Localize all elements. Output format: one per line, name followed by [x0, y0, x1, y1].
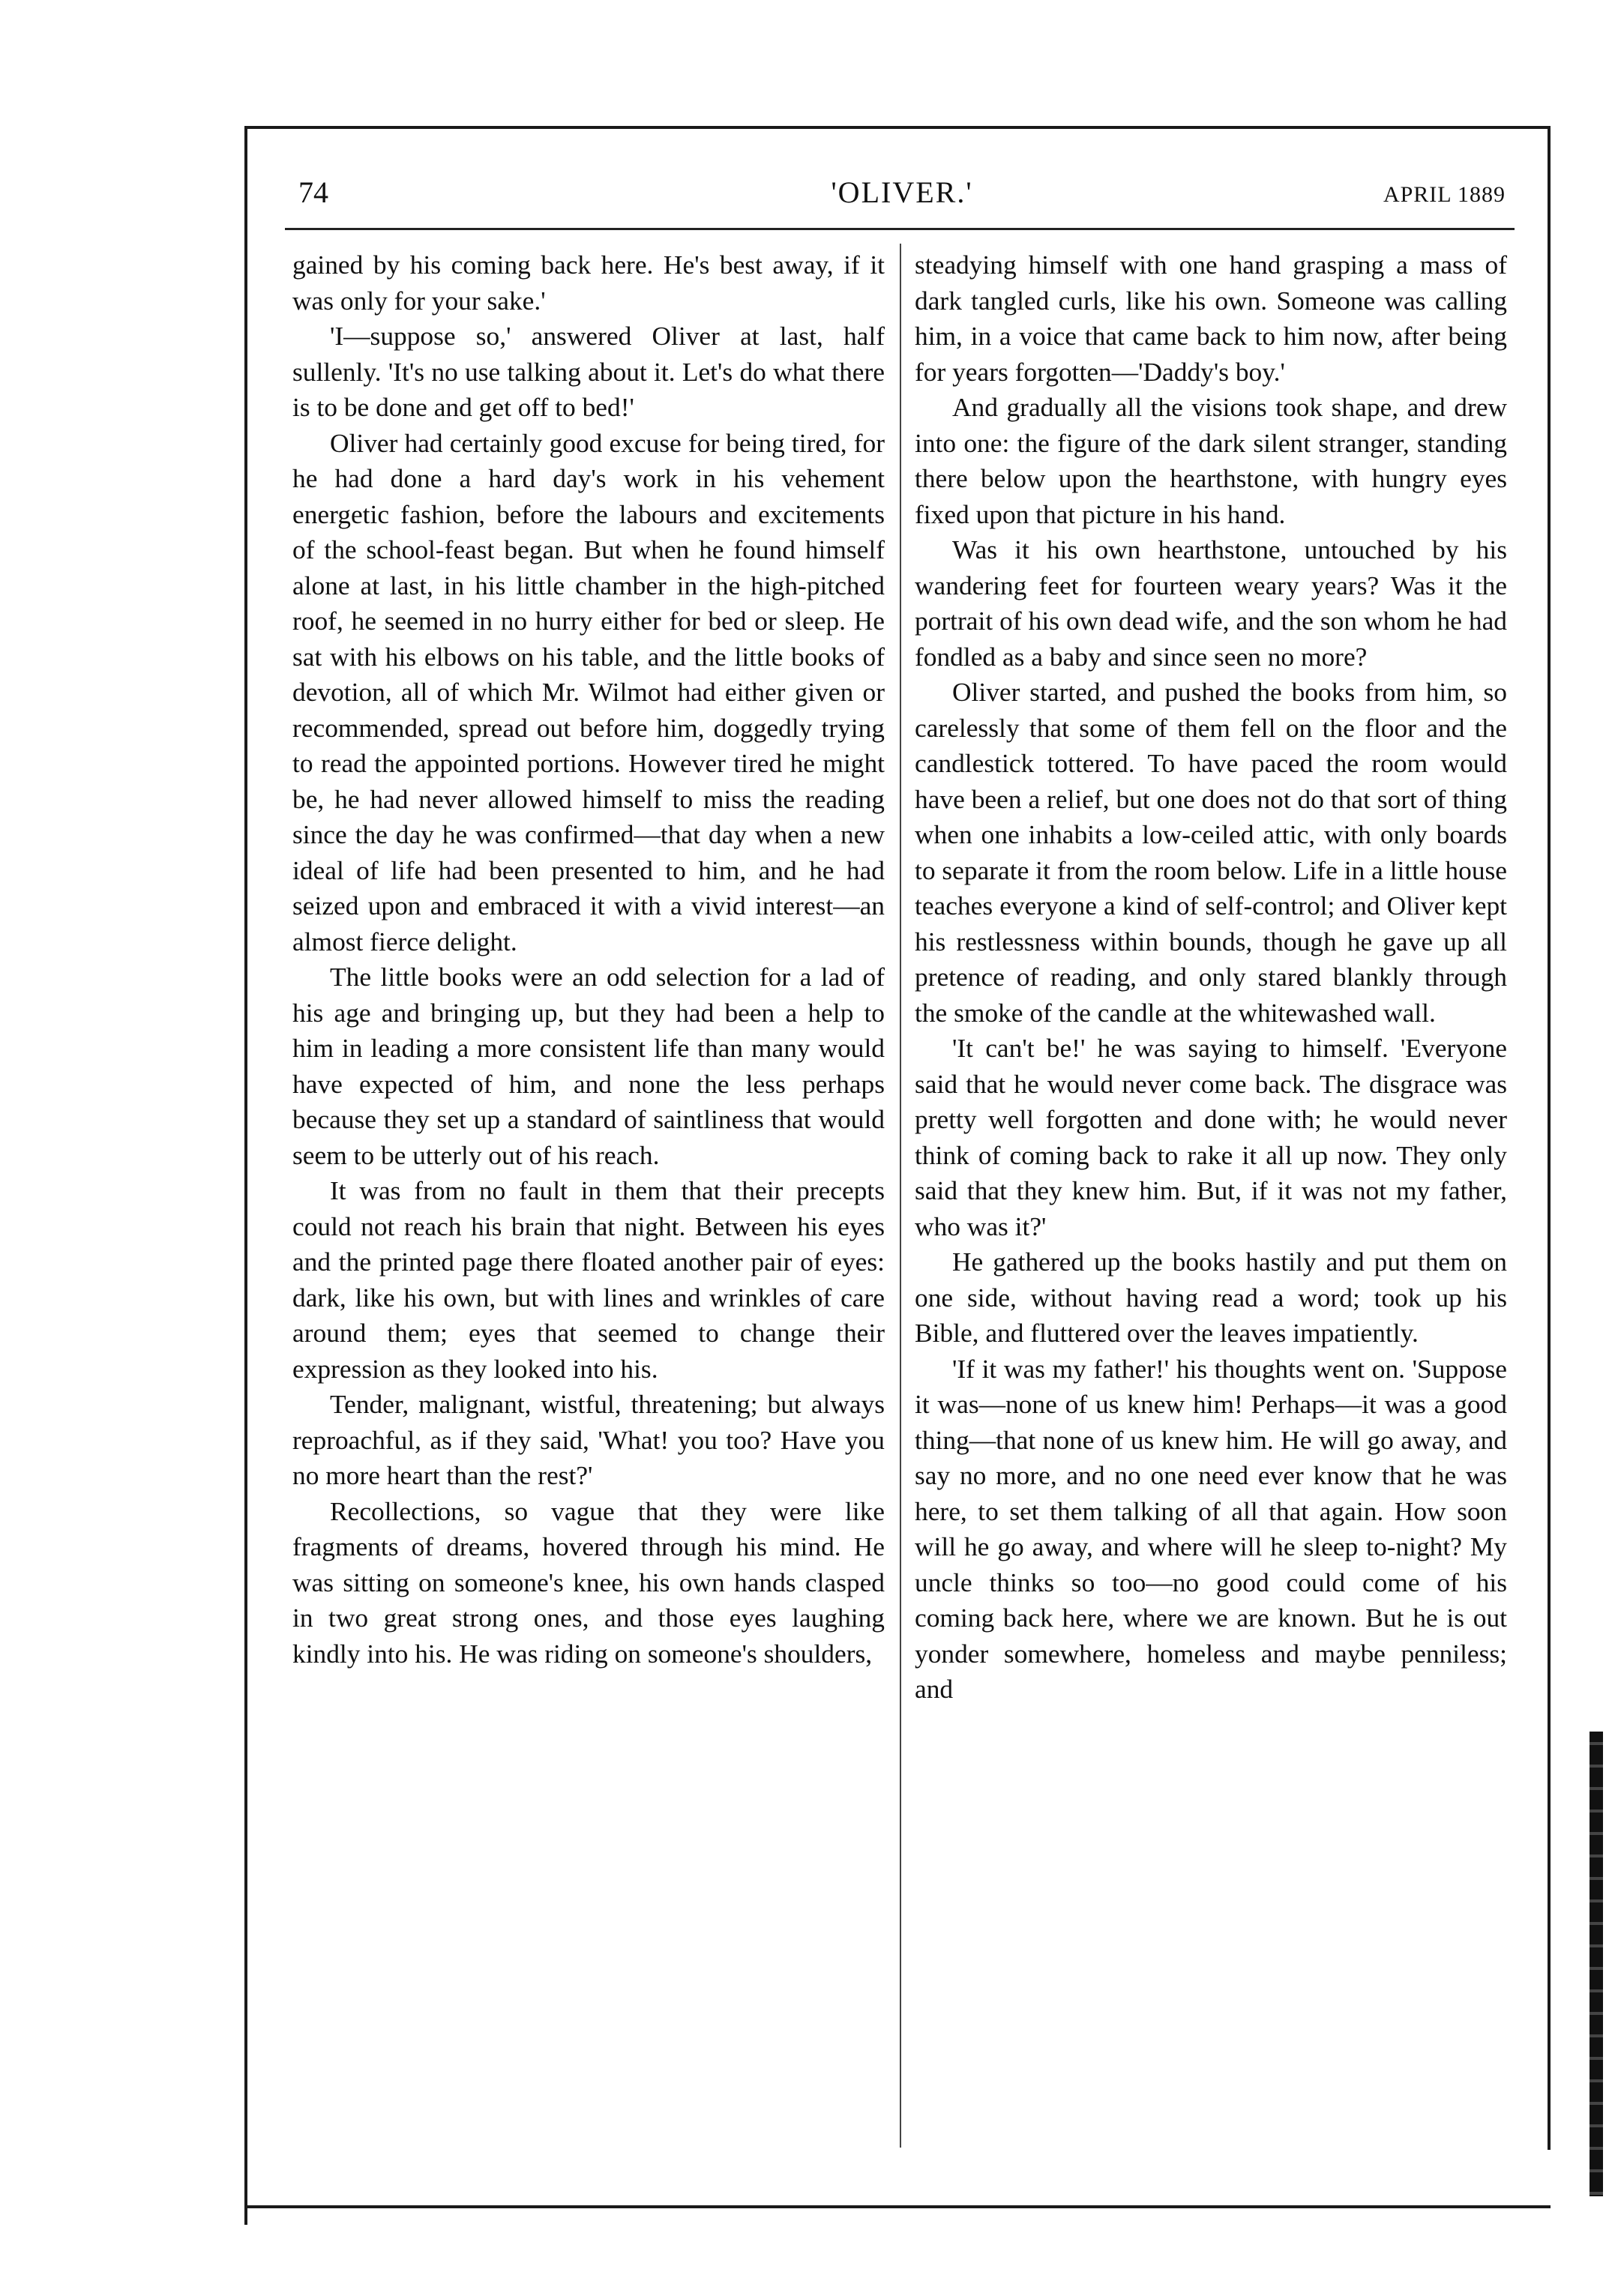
paragraph: Was it his own hearthstone, untouched by his wandering feet for fourteen weary years? Was it the portrait of his own dead wife, and the son whom he had fondled as a baby and since seen no more? [915, 534, 1507, 672]
paragraph: The little books were an odd selection for a lad of his age and bringing up, but they had been a help to him in leading a more consistent life than many would have expected of him, and none the less perhaps because they set up a standard of saintliness that would seem to be utterly out of his reach. [292, 962, 885, 1170]
paragraph: gained by his coming back here. He's best away, if it was only for your sake.' [292, 250, 885, 316]
page-number: 74 [298, 175, 328, 209]
paragraph: Recollections, so vague that they were like fragments of dreams, hovered through his mind. He was sitting on someone's knee, his own hands clasped in two great strong ones, and those eyes laughing kindly into his. He was riding on someone's shoulders, [292, 1495, 885, 1669]
right-column [915, 247, 1507, 1708]
paragraph: Tender, malignant, wistful, threatening; but always reproachful, as if they said, 'What! you too? Have you no more heart than the rest?' [292, 1389, 885, 1490]
paragraph: steadying himself with one hand grasping a mass of dark tangled curls, like his own. Someone was calling him, in a voice that came back to him now, after being for years forgotten—'Daddy's boy.' [915, 250, 1507, 387]
running-title: 'OLIVER.' [831, 175, 973, 209]
paragraph: Oliver started, and pushed the books from him, so carelessly that some of them fell on the floor and the candlestick tottered. To have paced the room would have been a relief, but one does not do that sort of thing when one inhabits a low-ceiled attic, with only boards to separate it from the room below. Life in a little house teaches everyone a kind of self-control; and Oliver kept his restlessness within bounds, though he gave up all pretence of reading, and only stared blankly through the smoke of the candle at the whitewashed wall. [915, 677, 1507, 1028]
page-frame-left-rule [244, 126, 247, 2225]
paragraph: He gathered up the books hastily and put them on one side, without having read a word; took up his Bible, and fluttered over the leaves impatiently. [915, 1247, 1507, 1348]
page-frame-right-rule [1548, 126, 1551, 2150]
page-frame-bottom-rule [244, 2205, 1551, 2208]
scan-edge-strip [1590, 1732, 1603, 2196]
column-divider [900, 244, 901, 2148]
paragraph: 'It can't be!' he was saying to himself. 'Everyone said that he would never come back. The disgrace was pretty well forgotten and done with; he would never think of coming back to rake it all up now. They only said that they knew him. But, if it was not my father, who was it?' [915, 1033, 1507, 1241]
paragraph: It was from no fault in them that their precepts could not reach his brain that night. Between his eyes and the printed page there floated another pair of eyes: dark, like his own, but with lines and wrinkles of care around them; eyes that seemed to change their expression as they looked into his. [292, 1175, 885, 1384]
issue-date: APRIL 1889 [1383, 182, 1506, 207]
paragraph: And gradually all the visions took shape, and drew into one: the figure of the dark silent stranger, standing there below upon the hearthstone, with hungry eyes fixed upon that picture in his hand. [915, 392, 1507, 529]
paragraph: 'I—suppose so,' answered Oliver at last, half sullenly. 'It's no use talking about it. Let's do what there is to be done and get off to bed!' [292, 321, 885, 422]
header-rule [285, 228, 1515, 230]
page-frame-top-rule [244, 126, 1551, 129]
left-column [292, 247, 885, 1672]
paragraph: 'If it was my father!' his thoughts went on. 'Suppose it was—none of us knew him! Perhaps—it was a good thing—that none of us knew him. He will go away, and say no more, and no one need ever know that he was here, to set them talking of all that again. How soon will he go away, and where will he sleep to-night? My uncle thinks so too—no good could come of his coming back here, where we are known. But he is out yonder somewhere, homeless and maybe penniless; and [915, 1353, 1507, 1704]
running-header [298, 174, 1506, 219]
paragraph: Oliver had certainly good excuse for being tired, for he had done a hard day's work in his vehement energetic fashion, before the labours and excitements of the school-feast began. But when he found himself alone at last, in his little chamber in the high-pitched roof, he seemed in no hurry either for bed or sleep. He sat with his elbows on his table, and the little books of devotion, all of which Mr. Wilmot had either given or recommended, spread out before him, doggedly trying to read the appointed portions. However tired he might be, he had never allowed himself to miss the reading since the day he was confirmed—that day when a new ideal of life had been presented to him, and he had seized upon and embraced it with a vivid interest—an almost fierce delight. [292, 427, 885, 956]
